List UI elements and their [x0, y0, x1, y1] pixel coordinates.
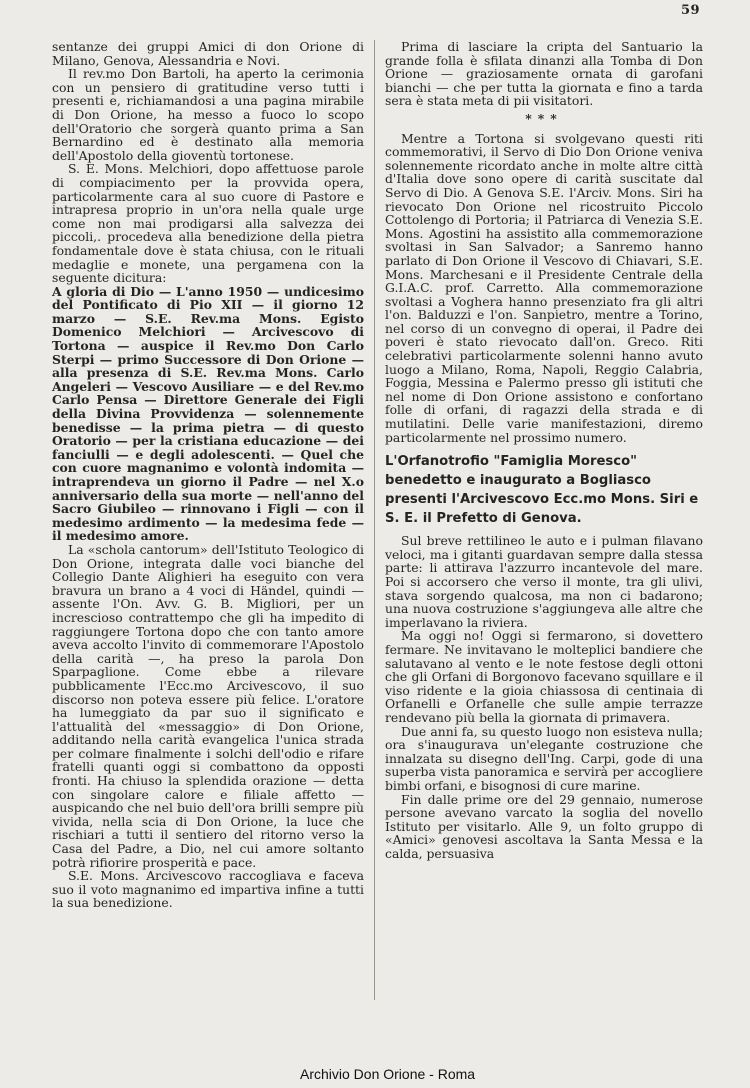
paragraph: Il rev.mo Don Bartoli, ha aperto la cerimonia con un pensiero di gratitudine verso tutti i presenti e, richiamandosi a una pagina mirabile di Don Orione, ha messo a fuoco lo scopo dell'Oratorio che sorgerà quanto prima a San Bernardino ed è destinato alla memoria dell'Apostolo della gioventù tortonese.: [52, 66, 364, 163]
archive-caption: Archivio Don Orione - Roma: [300, 1066, 476, 1082]
paragraph: Ma oggi no! Oggi si fermarono, si dovettero fermare. Ne invitavano le molteplici bandiere che salutavano al vento e le note festose degli ottoni che gli Orfani di Borgonovo facevano squillare e il viso ridente e la gioia chiassosa di centinaia di Orfanelli e Orfanelle che sulle ampie terrazze rendevano più bella la giornata di primavera.: [385, 628, 703, 725]
paragraph: S.E. Mons. Arcivescovo raccogliava e faceva suo il voto magnanimo ed impartiva infine a tutti la sua benedizione.: [52, 868, 364, 911]
left-column: [52, 40, 364, 910]
paragraph: La «schola cantorum» dell'Istituto Teologico di Don Orione, integrata dalle voci bianche del Collegio Dante Alighieri ha eseguito con vera bravura un brano a 4 voci di Händel, quindi — assente l'On. Avv. G. B. Migliori, per un increscioso contrattempo che gli ha impedito di raggiungere Tortona dopo che con tanto amore aveva accolto l'invito di commemorare l'Apostolo della carità —, ha preso la parola Don Sparpaglione. Come ebbe a rilevare pubblicamente l'Ecc.mo Arcivescovo, il suo discorso non poteva essere più felice. L'oratore ha lumeggiato da par suo il significato e l'attualità del «messaggio» di Don Orione, additando nella carità evangelica l'unica strada per colmare finalmente i solchi dell'odio e rifare fratelli quanti oggi si combattono da opposti fronti. Ha chiuso la splendida orazione — detta con singolare calore e filiale affetto — auspicando che nel buio dell'ora brilli sempre più vivida, nella scia di Don Orione, la luce che rischiari a tutti il sentiero del ritorno verso la Casa del Padre, a Dio, nel cui amore soltanto potrà rifiorire prosperità e pace.: [52, 541, 364, 870]
paragraph: S. E. Mons. Melchiori, dopo affettuose parole di compiacimento per la provvida opera, particolarmente cara al suo cuore di Pastore e intrapresa proprio in un'ora nella quale urge come non mai prodigarsi alla salvezza dei piccoli,. procedeva alla benedizione della pietra fondamentale dove è stata chiusa, con le rituali medaglie e monete, una pergamena con la seguente dicitura:: [52, 161, 364, 286]
paragraph: Prima di lasciare la cripta del Santuario la grande folla è sfilata dinanzi alla Tomba di Don Orione — graziosamente ornata di garofani bianchi — che per tutta la giornata e fino a tarda sera è stata meta di pii visitatori.: [385, 39, 703, 109]
column-divider: [374, 40, 375, 1000]
page-number: 59: [681, 3, 701, 18]
paragraph: Fin dalle prime ore del 29 gennaio, numerose persone avevano varcato la soglia del novello Istituto per visitarlo. Alle 9, un folto gruppo di «Amici» genovesi ascoltava la Santa Messa e la calda, persuasiva: [385, 791, 703, 861]
paragraph: Sul breve rettilineo le auto e i pulman filavano veloci, ma i gitanti guardavan sempre dalla stessa parte: li attirava l'azzurro incantevole del mare. Poi si accorsero che verso il monte, tra gli ulivi, stava sorgendo qualcosa, ma non ci badarono; una nuova costruzione s'aggiungeva alle altre che imperlavano la riviera.: [385, 533, 703, 630]
paragraph: Due anni fa, su questo luogo non esisteva nulla; ora s'inaugurava un'elegante costruzione che innalzata su disegno dell'Ing. Carpi, gode di una superba vista panoramica e servirà per accogliere bimbi orfani, e bisognosi di cure marine.: [385, 723, 703, 793]
paragraph: sentanze dei gruppi Amici di don Orione di Milano, Genova, Alessandria e Novi.: [52, 39, 364, 68]
article-headline: L'Orfanotrofio "Famiglia Moresco" benedetto e inaugurato a Bogliasco presenti l'Arcivescovo Ecc.mo Mons. Siri e S. E. il Prefetto di Genova.: [385, 454, 699, 527]
parchment-inscription: A gloria di Dio — L'anno 1950 — undicesimo del Pontificato di Pio XII — il giorno 12 marzo — S.E. Rev.ma Mons. Egisto Domenico Melchiori — Arcivescovo di Tortona — auspice il Rev.mo Don Carlo Sterpi — primo Successore di Don Orione — alla presenza di S.E. Rev.ma Mons. Carlo Angeleri — Vescovo Ausiliare — e del Rev.mo Carlo Pensa — Direttore Generale dei Figli della Divina Provvidenza — solennemente benedisse — la prima pietra — di questo Oratorio — per la cristiana educazione — dei fanciulli — e degli adolescenti. — Quel che con cuore magnanimo e volontà indomita — intraprendeva un giorno il Padre — nel X.o anniversario della sua morte — nell'anno del Sacro Giubileo — rinnovano i Figli — con il medesimo ardimento — la medesima fede — il medesimo amore.: [52, 283, 364, 544]
section-separator: ***: [525, 110, 563, 126]
paragraph: Mentre a Tortona si svolgevano questi riti commemorativi, il Servo di Dio Don Orione veniva solennemente ricordato anche in molte altre città d'Italia dove sono opere di carità suscitate dal Servo di Dio. A Genova S.E. l'Arciv. Mons. Siri ha rievocato Don Orione nel ricostruito Piccolo Cottolengo di Portoria; il Patriarca di Venezia S.E. Mons. Agostini ha assistito alla commemorazione svoltasi in San Salvador; a Sanremo hanno parlato di Don Orione il Vescovo di Chiavari, S.E. Mons. Marchesani e il Presidente Centrale della G.I.A.C. prof. Carretto. Alla commemorazione svoltasi a Voghera hanno presenziato fra gli altri l'on. Balduzzi e l'on. Sanpietro, mentre a Torino, nel corso di un convegno di operai, il Padre dei poveri è stato rievocato dall'on. Greco. Riti celebrativi particolarmente solenni hanno avuto luogo a Milano, Roma, Napoli, Reggio Calabria, Foggia, Messina e Palermo presso gli istituti che nel nome di Don Orione assistono e confortano folle di orfani, di ragazzi della strada e di mutilatini. Delle varie manifestazioni, diremo particolarmente nel prossimo numero.: [385, 130, 703, 445]
right-column: [385, 40, 703, 860]
